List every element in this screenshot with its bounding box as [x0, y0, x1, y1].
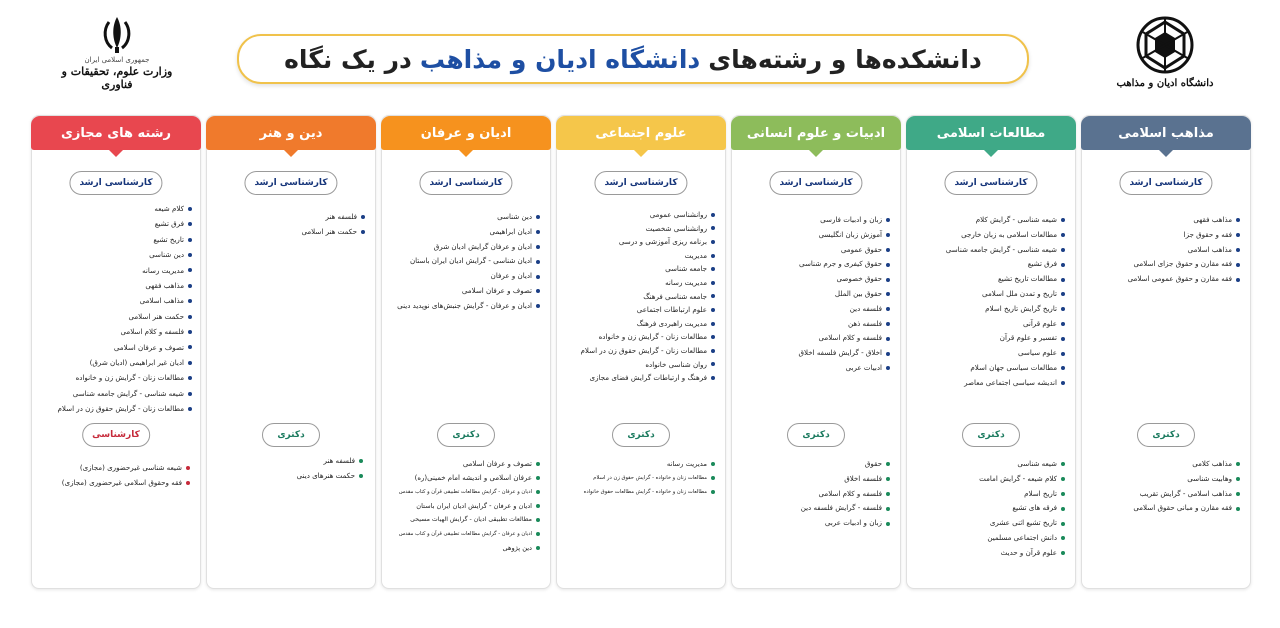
list-item: آموزش زبان انگلیسی: [798, 228, 890, 243]
msc-list: [301, 210, 365, 240]
list-item: علوم ارتباطات اجتماعی: [581, 303, 716, 317]
phd-badge: دکتری: [787, 423, 845, 447]
list-item: مذاهب اسلامی: [58, 293, 193, 308]
list-item: ادیان و عرفان - گرایش جنبش‌های نوپدید دینی: [397, 299, 540, 314]
list-item: مطالعات زنان - گرایش حقوق زن در اسلام: [581, 344, 716, 358]
msc-list: [397, 210, 540, 314]
list-item: حقوق: [801, 457, 890, 472]
msc-list: [1128, 213, 1240, 287]
msc-list: [798, 213, 890, 376]
list-item: فلسفه هنر: [297, 454, 363, 469]
list-item: تاریخ گرایش تاریخ اسلام: [946, 302, 1065, 317]
list-item: روان شناسی خانواده: [581, 358, 716, 372]
list-item: فقه وحقوق اسلامی غیرحضوری (مجازی): [62, 476, 190, 491]
list-item: وهابیت شناسی: [1133, 472, 1240, 487]
list-item: فرق تشیع: [58, 216, 193, 231]
list-item: حقوق خصوصی: [798, 272, 890, 287]
list-item: فقه مقارن و حقوق جزای اسلامی: [1128, 257, 1240, 272]
list-item: ادیان و عرفان: [397, 269, 540, 284]
list-item: جامعه شناسی: [581, 262, 716, 276]
list-item: شیعه شناسی - گرایش جامعه شناسی: [946, 243, 1065, 258]
ministry-logo: [52, 14, 182, 96]
list-item: تصوف و عرفان اسلامی: [399, 457, 540, 471]
list-item: مطالعات زنان و خانواده - گرایش مطالعات حقوق خانواده: [584, 485, 715, 499]
list-item: مطالعات تطبیقی ادیان - گرایش الهیات مسیحی: [399, 513, 540, 527]
msc-list: [946, 213, 1065, 391]
ministry-small-text: جمهوری اسلامی ایران: [84, 56, 150, 64]
list-item: ادیان غیر ابراهیمی (ادیان شرق): [58, 355, 193, 370]
title-pre: دانشکده‌ها و رشته‌های: [708, 44, 982, 74]
list-item: مذاهب اسلامی: [1128, 243, 1240, 258]
list-item: ادیان و عرفان گرایش ادیان شرق: [397, 240, 540, 255]
list-item: دانش اجتماعی مسلمین: [979, 531, 1065, 546]
msc-list: [58, 201, 193, 417]
list-item: مدیریت رسانه: [58, 263, 193, 278]
university-emblem-icon: [1134, 14, 1196, 76]
list-item: فقه و حقوق جزا: [1128, 228, 1240, 243]
list-item: فلسفه ذهن: [798, 317, 890, 332]
list-item: تاریخ تشیع اثنی عشری: [979, 516, 1065, 531]
list-item: ادیان شناسی - گرایش ادیان ایران باستان: [397, 254, 540, 269]
list-item: فقه مقارن و مبانی حقوق اسلامی: [1133, 501, 1240, 516]
list-item: زبان و ادبیات عربی: [801, 516, 890, 531]
list-item: تاریخ و تمدن ملل اسلامی: [946, 287, 1065, 302]
faculty-card-islamic-studies: [906, 115, 1076, 589]
msc-badge: کارشناسی ارشد: [244, 171, 337, 195]
list-item: حکمت هنر اسلامی: [58, 309, 193, 324]
phd-list: [979, 457, 1065, 561]
faculty-title: رشته های مجازی: [31, 116, 201, 150]
phd-badge: دکتری: [437, 423, 495, 447]
list-item: ادیان ابراهیمی: [397, 225, 540, 240]
list-item: مذاهب فقهی: [1128, 213, 1240, 228]
list-item: مطالعات زنان - گرایش زن و خانواده: [581, 330, 716, 344]
msc-badge: کارشناسی ارشد: [594, 171, 687, 195]
list-item: کلام شیعه: [58, 201, 193, 216]
list-item: فلسفه و کلام اسلامی: [798, 331, 890, 346]
faculty-title: ادیان و عرفان: [381, 116, 551, 150]
list-item: تفسیر و علوم قرآن: [946, 331, 1065, 346]
list-item: مطالعات تاریخ تشیع: [946, 272, 1065, 287]
list-item: ادیان و عرفان - گرایش ادیان ایران باستان: [399, 499, 540, 513]
list-item: مدیریت رسانه: [584, 457, 715, 471]
university-logo: [1112, 14, 1218, 100]
list-item: روانشناسی شخصیت: [581, 222, 716, 236]
title-highlight: دانشگاه ادیان و مذاهب: [419, 44, 701, 74]
list-item: تصوف و عرفان اسلامی: [58, 340, 193, 355]
list-item: مدیریت رسانه: [581, 276, 716, 290]
list-item: حکمت هنرهای دینی: [297, 469, 363, 484]
university-logo-caption: دانشگاه ادیان و مذاهب: [1116, 78, 1214, 89]
list-item: مدیریت راهبردی فرهنگ: [581, 317, 716, 331]
list-item: اخلاق - گرایش فلسفه اخلاق: [798, 346, 890, 361]
faculty-card-social-sciences: [556, 115, 726, 589]
list-item: فلسفه - گرایش فلسفه دین: [801, 501, 890, 516]
page-title: [237, 34, 1029, 84]
list-item: فلسفه هنر: [301, 210, 365, 225]
list-item: تاریخ اسلام: [979, 487, 1065, 502]
list-item: روانشناسی عمومی: [581, 208, 716, 222]
ministry-name: وزارت علوم، تحقیقات و فناوری: [61, 65, 173, 91]
list-item: مطالعات سیاسی جهان اسلام: [946, 361, 1065, 376]
phd-badge: دکتری: [262, 423, 320, 447]
phd-list: [584, 457, 715, 499]
list-item: فلسفه و کلام اسلامی: [801, 487, 890, 502]
list-item: مطالعات زنان و خانواده - گرایش حقوق زن در اسلام: [584, 471, 715, 485]
list-item: فلسفه و کلام اسلامی: [58, 324, 193, 339]
list-item: فرق تشیع: [946, 257, 1065, 272]
list-item: ادیان و عرفان - گرایش مطالعات تطبیقی قرآن و کتاب مقدس: [399, 485, 540, 499]
list-item: شیعه شناسی غیرحضوری (مجازی): [62, 461, 190, 476]
faculty-title: مذاهب اسلامی: [1081, 116, 1251, 150]
list-item: علوم قرآنی: [946, 317, 1065, 332]
list-item: حقوق کیفری و جرم شناسی: [798, 257, 890, 272]
list-item: مطالعات زنان - گرایش حقوق زن در اسلام: [58, 401, 193, 416]
list-item: فرهنگ و ارتباطات گرایش فضای مجازی: [581, 371, 716, 385]
msc-list: [581, 208, 716, 385]
list-item: دین شناسی: [397, 210, 540, 225]
faculty-card-virtual-programs: [31, 115, 201, 589]
list-item: حقوق بین الملل: [798, 287, 890, 302]
phd-badge: دکتری: [962, 423, 1020, 447]
list-item: مطالعات زنان - گرایش زن و خانواده: [58, 370, 193, 385]
faculty-card-islamic-denominations: [1081, 115, 1251, 589]
msc-badge: کارشناسی ارشد: [419, 171, 512, 195]
faculty-title: ادبیات و علوم انسانی: [731, 116, 901, 150]
title-post: در یک نگاه: [284, 44, 412, 74]
faculty-card-religion-art: [206, 115, 376, 589]
faculty-card-literature-humanities: [731, 115, 901, 589]
list-item: اندیشه سیاسی اجتماعی معاصر: [946, 376, 1065, 391]
list-item: مذاهب فقهی: [58, 278, 193, 293]
bsc-badge: کارشناسی: [82, 423, 150, 447]
phd-badge: دکتری: [1137, 423, 1195, 447]
list-item: زبان و ادبیات فارسی: [798, 213, 890, 228]
list-item: جامعه شناسی فرهنگ: [581, 290, 716, 304]
list-item: فقه مقارن و حقوق عمومی اسلامی: [1128, 272, 1240, 287]
phd-list: [801, 457, 890, 531]
list-item: تاریخ تشیع: [58, 232, 193, 247]
list-item: دین شناسی: [58, 247, 193, 262]
faculty-title: مطالعات اسلامی: [906, 116, 1076, 150]
list-item: مذاهب اسلامی - گرایش تقریب: [1133, 487, 1240, 502]
bsc-list: [62, 461, 190, 491]
list-item: کلام شیعه - گرایش امامت: [979, 472, 1065, 487]
list-item: شیعه شناسی: [979, 457, 1065, 472]
list-item: شیعه شناسی - گرایش کلام: [946, 213, 1065, 228]
list-item: مطالعات اسلامی به زبان خارجی: [946, 228, 1065, 243]
list-item: علوم قرآن و حدیث: [979, 546, 1065, 561]
list-item: حقوق عمومی: [798, 243, 890, 258]
list-item: مدیریت: [581, 249, 716, 263]
phd-list: [297, 454, 363, 484]
list-item: فلسفه دین: [798, 302, 890, 317]
msc-badge: کارشناسی ارشد: [769, 171, 862, 195]
msc-badge: کارشناسی ارشد: [69, 171, 162, 195]
list-item: تصوف و عرفان اسلامی: [397, 284, 540, 299]
list-item: حکمت هنر اسلامی: [301, 225, 365, 240]
list-item: مذاهب کلامی: [1133, 457, 1240, 472]
phd-list: [1133, 457, 1240, 516]
list-item: دین پژوهی: [399, 541, 540, 555]
list-item: فلسفه اخلاق: [801, 472, 890, 487]
list-item: شیعه شناسی - گرایش جامعه شناسی: [58, 386, 193, 401]
faculty-title: علوم اجتماعی: [556, 116, 726, 150]
iran-emblem-icon: [100, 14, 134, 54]
faculty-card-religions-mysticism: [381, 115, 551, 589]
phd-badge: دکتری: [612, 423, 670, 447]
msc-badge: کارشناسی ارشد: [944, 171, 1037, 195]
msc-badge: کارشناسی ارشد: [1119, 171, 1212, 195]
phd-list: [399, 457, 540, 555]
list-item: علوم سیاسی: [946, 346, 1065, 361]
list-item: برنامه ریزی آموزشی و درسی: [581, 235, 716, 249]
list-item: عرفان اسلامی و اندیشه امام خمینی(ره): [399, 471, 540, 485]
list-item: ادبیات عربی: [798, 361, 890, 376]
faculty-title: دین و هنر: [206, 116, 376, 150]
list-item: فرقه های تشیع: [979, 501, 1065, 516]
list-item: ادیان و عرفان - گرایش مطالعات تطبیقی قرآن و کتاب مقدس: [399, 527, 540, 541]
